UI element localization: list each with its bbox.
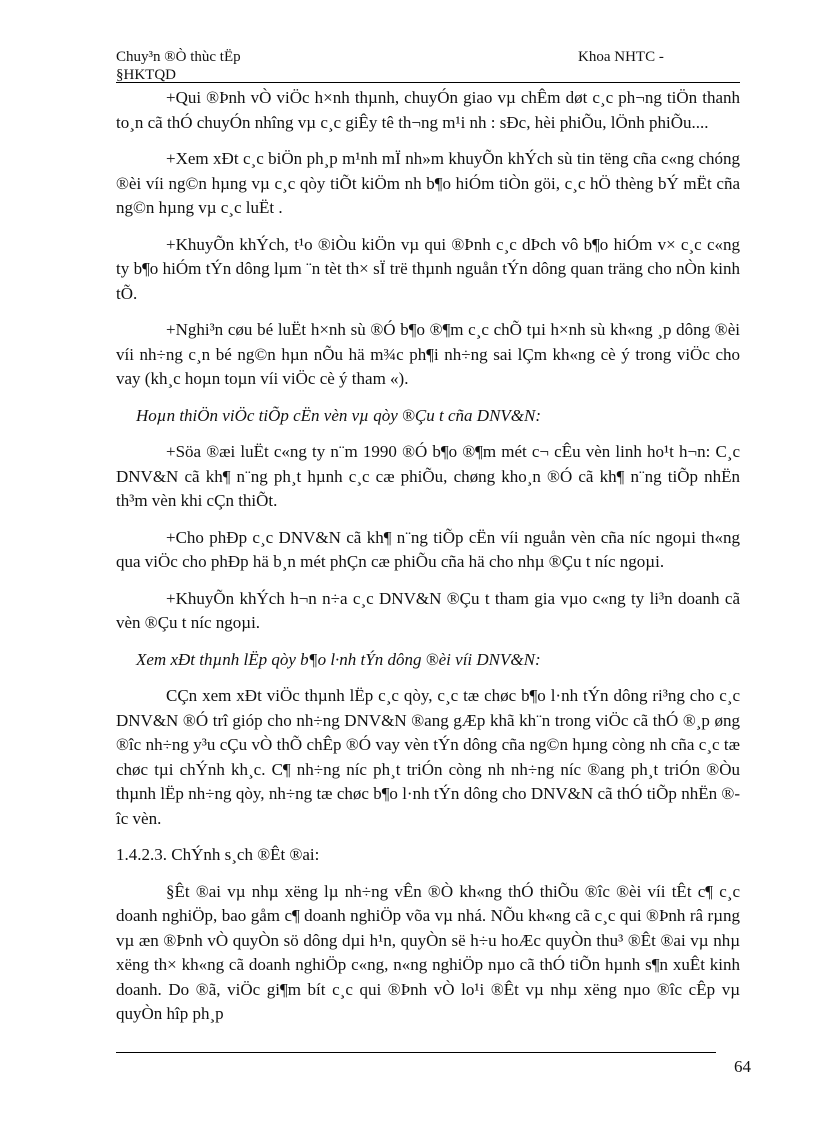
body-paragraph: +KhuyÕn khÝch, t¹o ®iÒu kiÖn vµ qui ®Þnh c¸c dÞch vô b¶o hiÓm v× c¸c c«ng ty b¶o hiÓm tÝn dông lµm ¨n tèt th× sÏ trë thµnh nguån tÝn dông quan träng cho nÒn kinh tÕ. [116, 234, 740, 303]
page-number: 64 [734, 1057, 751, 1076]
header-divider [116, 82, 740, 83]
running-header-left [116, 48, 241, 84]
page-body [116, 86, 740, 1039]
body-paragraph: +KhuyÕn khÝch h¬n n÷a c¸c DNV&N ®Çu t tham gia vµo c«ng ty li³n doanh cã vèn ®Çu t níc ngoµi. [116, 588, 740, 632]
header-department: Khoa NHTC - [578, 49, 664, 65]
header-title: Chuy³n ®Ò thùc tËp [116, 49, 241, 65]
body-paragraph: +Nghi³n cøu bé luËt h×nh sù ®Ó b¶o ®¶m c¸c chÕ tµi h×nh sù kh«ng ¸p dông ®èi víi nh÷ng c¸n bé ng©n hµn nÕu hä m¾c ph¶i nh÷ng sai lÇm kh«ng cè ý trong viÖc cho vay (kh¸c hoµn toµn víi viÖc cè ý tham «). [116, 320, 740, 388]
body-paragraph: +Xem xÐt c¸c biÖn ph¸p m¹nh mÏ nh»m khuyÕn khÝch sù tin tëng cña c«ng chóng ®èi víi ng©n hµng vµ c¸c qòy tiÕt kiÖm nh b¶o hiÓm tiÒn göi, c¸c hÖ thèng bÝ mËt cña ng©n hµng vµ c¸c luËt . [116, 149, 740, 217]
body-paragraph: +Söa ®æi luËt c«ng ty n¨m 1990 ®Ó b¶o ®¶m mét c¬ cÊu vèn linh ho¹t h¬n: C¸c DNV&N cã kh¶ n¨ng ph¸t hµnh c¸c cæ phiÕu, chøng kho¸n ®Ó cã kh¶ n¨ng tiÕp nhËn th³m vèn khi cÇn thiÕt. [116, 442, 740, 510]
body-paragraph: §Êt ®ai vµ nhµ xëng lµ nh÷ng vÊn ®Ò kh«ng thÓ thiÕu ®îc ®èi víi tÊt c¶ c¸c doanh nghiÖp, bao gåm c¶ doanh nghiÖp võa vµ nhá. NÕu kh«ng cã c¸c qui ®Þnh râ rµng vµ æn ®Þnh vÒ quyÒn sö dông dµi h¹n, quyÒn së h÷u hoÆc quyÒn thu³ ®Êt ®ai vµ nhµ xëng th× kh«ng cã doanh nghiÖp c«ng, n«ng nghiÖp nµo cã thÓ tiÕn hµnh s¶n xuÊt kinh doanh. Do ®ã, viÖc gi¶m bít c¸c qui ®Þnh vÒ lo¹i ®Êt vµ nhµ xëng nµo ®îc cÊp vµ quyÒn hîp ph¸p [116, 881, 740, 1023]
header-school: §HKTQD [116, 67, 176, 83]
body-paragraph: +Cho phÐp c¸c DNV&N cã kh¶ n¨ng tiÕp cËn víi nguån vèn cña níc ngoµi th«ng qua viÖc cho phÐp hä b¸n mét phÇn cæ phiÕu cña hä cho nhµ ®Çu t níc ngoµi. [116, 527, 740, 571]
footer-divider [116, 1052, 716, 1053]
body-paragraph: +Qui ®Þnh vÒ viÖc h×nh thµnh, chuyÓn giao vµ chÊm døt c¸c ph¬ng tiÖn thanh to¸n cã thÓ chuyÓn nhîng vµ c¸c giÊy tê th¬ng m¹i nh : sÐc, hèi phiÕu, lÖnh phiÕu.... [116, 88, 740, 132]
body-paragraph: CÇn xem xÐt viÖc thµnh lËp c¸c qòy, c¸c tæ chøc b¶o l·nh tÝn dông ri³ng cho c¸c DNV&N ®Ó trî gióp cho nh÷ng DNV&N ®ang gÆp khã kh¨n trong viÖc cã thÓ ®¸p øng ®îc nh÷ng y³u cÇu vÒ thÕ chÊp ®Ó vay vèn tÝn dông cña ng©n hµng còng nh cña c¸c tæ chøc tµi chÝnh kh¸c. C¶ nh÷ng níc ph¸t triÓn còng nh nh÷ng níc ®ang ph¸t triÓn ®Òu thµnh lËp nh÷ng qòy, nh÷ng tæ chøc b¶o l·nh tÝn dông cho DNV&N cã thÓ tiÕp nhËn ®îc vèn. [116, 686, 740, 828]
section-heading: 1.4.2.3. ChÝnh s¸ch ®Êt ®ai: [116, 845, 320, 864]
subsection-heading: Hoµn thiÖn viÖc tiÕp cËn vèn vµ qòy ®Çu t cña DNV&N: [136, 405, 542, 425]
subsection-heading: Xem xÐt thµnh lËp qòy b¶o l·nh tÝn dông ®èi víi DNV&N: [136, 649, 541, 669]
